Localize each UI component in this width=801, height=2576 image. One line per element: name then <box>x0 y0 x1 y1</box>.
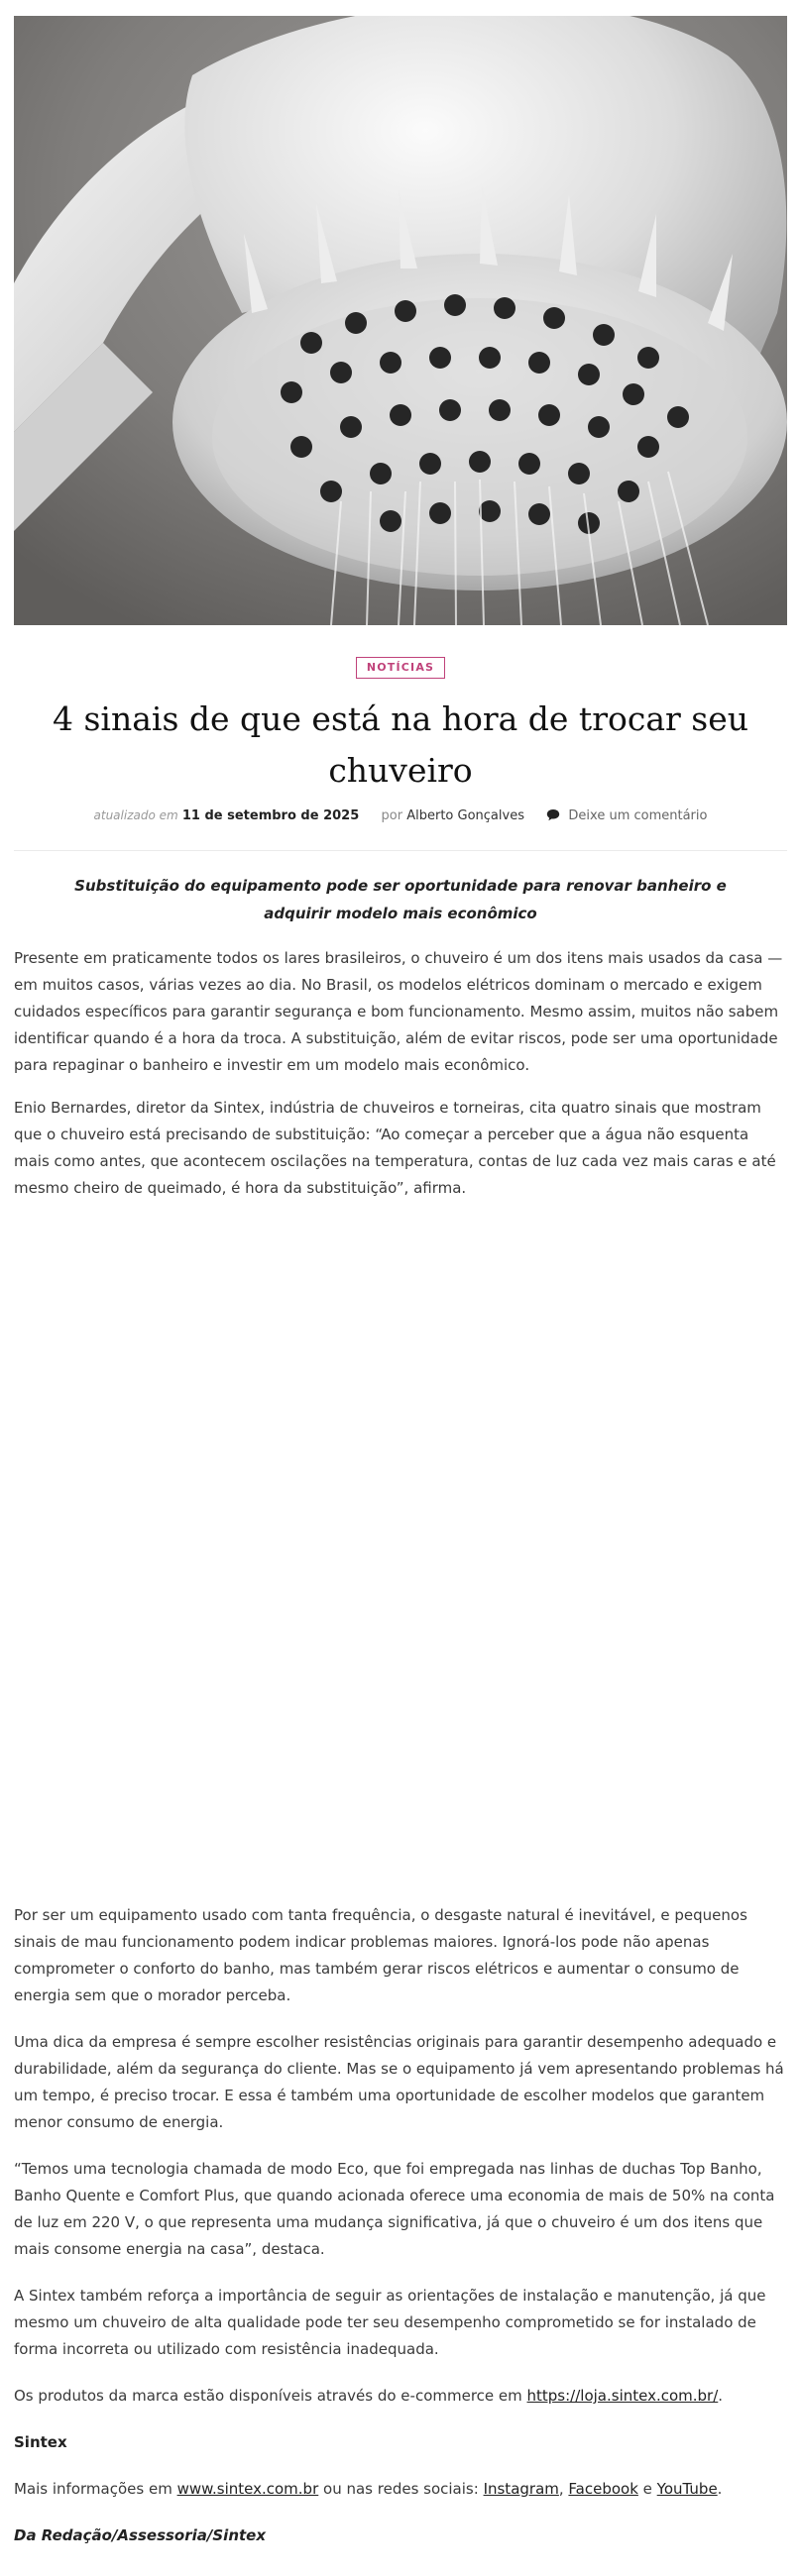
category-badge[interactable] <box>0 656 801 679</box>
youtube-link[interactable]: YouTube <box>656 2480 718 2498</box>
ecommerce-end: . <box>718 2387 724 2405</box>
ecommerce-text: Os produtos da marca estão disponíveis através do e-commerce em <box>14 2387 527 2405</box>
by-label: por <box>381 808 403 823</box>
facebook-link[interactable]: Facebook <box>568 2480 638 2498</box>
category-label[interactable]: NOTÍCIAS <box>356 657 445 679</box>
more-info-paragraph <box>14 2476 787 2503</box>
article-meta <box>0 808 801 825</box>
comment-icon <box>546 808 560 825</box>
ecommerce-link[interactable]: https://loja.sintex.com.br/ <box>526 2387 719 2405</box>
shower-head-illustration <box>14 16 787 625</box>
separator-and: e <box>637 2480 657 2498</box>
hero-image <box>14 16 787 625</box>
leave-comment-link[interactable]: Deixe um comentário <box>568 808 708 823</box>
article-lead: Substituição do equipamento pode ser oportunidade para renovar banheiro e adquirir modelo mais econômico <box>74 877 727 922</box>
divider <box>14 850 787 851</box>
paragraph-5: “Temos uma tecnologia chamada de modo Eco, que foi empregada nas linhas de duchas Top Banho, Banho Quente e Comfort Plus, que quando acionada oferece uma economia de mais de 50% na conta de luz em 220 V, o que representa uma mudança significativa, já que o chuveiro é um dos itens que mais consome energia na casa”, destaca. <box>14 2160 775 2258</box>
publish-date[interactable]: 11 de setembro de 2025 <box>181 808 360 823</box>
more-info-text: Mais informações em <box>14 2480 177 2498</box>
paragraph-3: Por ser um equipamento usado com tanta frequência, o desgaste natural é inevitável, e pequenos sinais de mau funcionamento podem indicar problemas maiores. Ignorá-los pode não apenas comprometer o conforto do banho, mas também gerar riscos elétricos e aumentar o consumo de energia sem que o morador perceba. <box>14 1906 747 2004</box>
instagram-link[interactable]: Instagram <box>483 2480 559 2498</box>
more-info-end: . <box>717 2480 723 2498</box>
website-link[interactable]: www.sintex.com.br <box>176 2480 319 2498</box>
brand-heading: Sintex <box>14 2433 67 2451</box>
social-text: ou nas redes sociais: <box>318 2480 484 2498</box>
paragraph-4: Uma dica da empresa é sempre escolher resistências originais para garantir desempenho adequado e durabilidade, além da segurança do cliente. Mas se o equipamento já vem apresentando problemas há um tempo, é preciso trocar. E essa é também uma oportunidade de escolher modelos que garantem menor consumo de energia. <box>14 2033 784 2131</box>
paragraph-6: A Sintex também reforça a importância de seguir as orientações de instalação e manutenção, já que mesmo um chuveiro de alta qualidade pode ter seu desempenho comprometido se for instalado de forma incorreta ou utilizado com resistência inadequada. <box>14 2287 766 2358</box>
article-credit: Da Redação/Assessoria/Sintex <box>14 2526 267 2544</box>
article-title: 4 sinais de que está na hora de trocar seu chuveiro <box>53 699 748 790</box>
author-link[interactable]: Alberto Gonçalves <box>406 808 524 823</box>
paragraph-2: Enio Bernardes, diretor da Sintex, indústria de chuveiros e torneiras, cita quatro sinais que mostram que o chuveiro está precisando de substituição: “Ao começar a perceber que a água não esquenta mais como antes, que acontecem oscilações na temperatura, contas de luz cada vez mais caras e até mesmo cheiro de queimado, é hora da substituição”, afirma. <box>14 1099 776 1197</box>
updated-label: atualizado em <box>93 808 178 822</box>
paragraph-1: Presente em praticamente todos os lares brasileiros, o chuveiro é um dos itens mais usados da casa — em muitos casos, várias vezes ao dia. No Brasil, os modelos elétricos dominam o mercado e exigem cuidados específicos para garantir segurança e bom funcionamento. Mesmo assim, muitos não sabem identificar quando é a hora da troca. A substituição, além de evitar riscos, pode ser uma oportunidade para repaginar o banheiro e investir em um modelo mais econômico. <box>14 949 783 1074</box>
separator-comma: , <box>558 2480 569 2498</box>
ecommerce-paragraph <box>14 2383 787 2410</box>
